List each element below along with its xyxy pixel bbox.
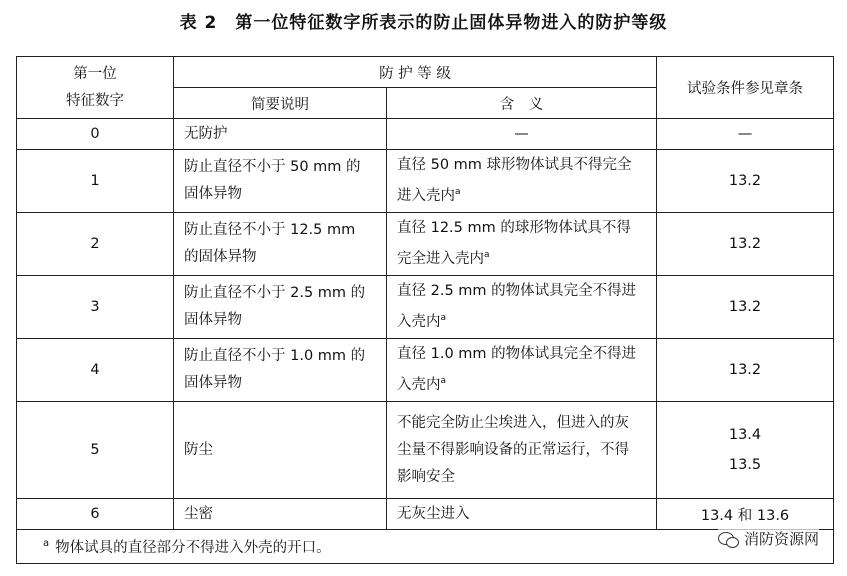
header-test: 试验条件参见章条 <box>657 57 834 119</box>
header-meaning: 含 义 <box>387 88 657 119</box>
table-row <box>17 499 834 530</box>
cell-brief: 防止直径不小于 1.0 mm 的 固体异物 <box>174 339 387 402</box>
table-row <box>17 213 834 276</box>
table-row <box>17 339 834 402</box>
cell-brief: 防止直径不小于 12.5 mm 的固体异物 <box>174 213 387 276</box>
table-row <box>17 402 834 499</box>
table-row <box>17 150 834 213</box>
cell-test: 13.2 <box>657 213 834 276</box>
cell-digit: 1 <box>17 150 174 213</box>
cell-test: 13.4 13.5 <box>657 402 834 499</box>
cell-test: 13.2 <box>657 339 834 402</box>
protection-table <box>16 56 834 564</box>
cell-brief: 防尘 <box>174 402 387 499</box>
cell-brief: 尘密 <box>174 499 387 530</box>
cell-digit: 0 <box>17 119 174 150</box>
cell-test: 13.2 <box>657 150 834 213</box>
cell-meaning: 直径 1.0 mm 的物体试具完全不得进 入壳内$^a$ <box>387 339 657 402</box>
cell-meaning: — <box>387 119 657 150</box>
cell-brief: 无防护 <box>174 119 387 150</box>
footnote: $^a$ 物体试具的直径部分不得进入外壳的开口。 <box>17 530 834 564</box>
header-brief: 简要说明 <box>174 88 387 119</box>
table-row <box>17 276 834 339</box>
cell-digit: 6 <box>17 499 174 530</box>
cell-meaning: 不能完全防止尘埃进入，但进入的灰 尘量不得影响设备的正常运行，不得 影响安全 <box>387 402 657 499</box>
cell-brief: 防止直径不小于 2.5 mm 的 固体异物 <box>174 276 387 339</box>
cell-brief: 防止直径不小于 50 mm 的 固体异物 <box>174 150 387 213</box>
cell-digit: 3 <box>17 276 174 339</box>
header-protection: 防 护 等 级 <box>174 57 657 88</box>
header-digit: 第一位 特征数字 <box>17 57 174 119</box>
cell-meaning: 直径 2.5 mm 的物体试具完全不得进 入壳内$^a$ <box>387 276 657 339</box>
cell-meaning: 无灰尘进入 <box>387 499 657 530</box>
cell-digit: 4 <box>17 339 174 402</box>
cell-meaning: 直径 12.5 mm 的球形物体试具不得 完全进入壳内$^a$ <box>387 213 657 276</box>
table-title: 表 2 第一位特征数字所表示的防止固体异物进入的防护等级 <box>179 13 668 33</box>
table-row <box>17 119 834 150</box>
cell-test: — <box>657 119 834 150</box>
wechat-icon <box>718 530 740 548</box>
cell-test: 13.2 <box>657 276 834 339</box>
cell-digit: 5 <box>17 402 174 499</box>
cell-meaning: 直径 50 mm 球形物体试具不得完全 进入壳内$^a$ <box>387 150 657 213</box>
watermark: 消防资源网 <box>718 528 819 549</box>
cell-digit: 2 <box>17 213 174 276</box>
cell-test: 13.4 和 13.6 <box>657 499 834 530</box>
